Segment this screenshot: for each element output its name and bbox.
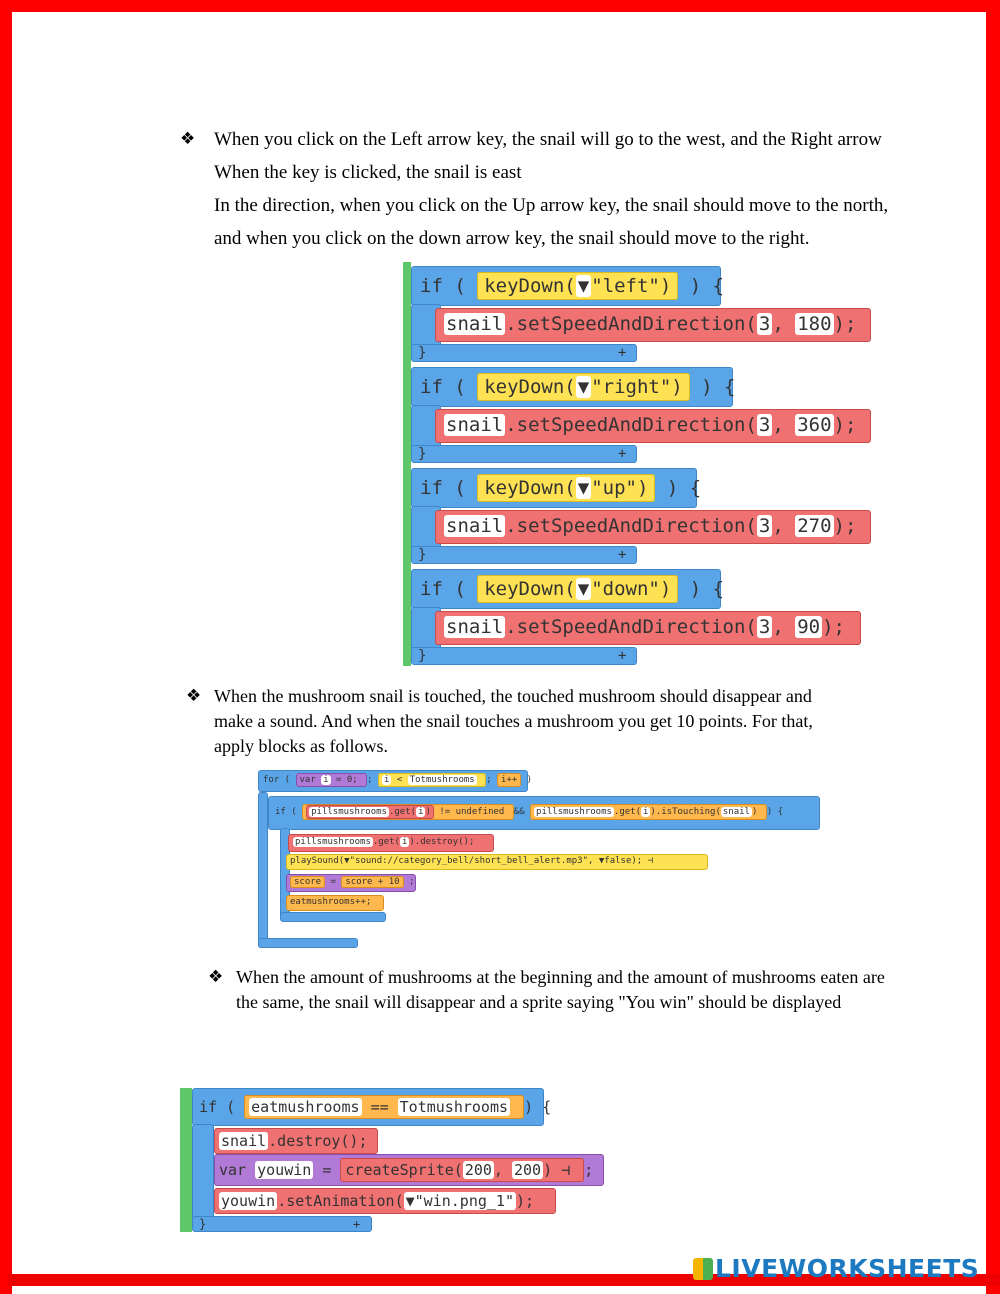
plus-icon: + bbox=[618, 547, 627, 563]
if-keydown-header: if ( keyDown( ▼ "down") ) { bbox=[411, 569, 721, 609]
code-block-mushroom bbox=[258, 770, 823, 948]
code-token: < bbox=[396, 775, 403, 785]
code-block-arrow-keys bbox=[403, 262, 878, 666]
for-loop-body bbox=[258, 792, 268, 948]
code-token: Totmushrooms bbox=[399, 1098, 509, 1116]
code-token: Totmushrooms bbox=[409, 775, 475, 785]
key-value: "right" bbox=[591, 376, 672, 398]
keydown-label: keyDown bbox=[484, 275, 565, 297]
code-token: i bbox=[384, 775, 390, 785]
code-token: == bbox=[370, 1098, 389, 1116]
direction-value: 90 bbox=[797, 616, 821, 638]
keydown-label: keyDown bbox=[484, 477, 565, 499]
code-token: youwin bbox=[221, 1192, 276, 1210]
for-loop-header bbox=[258, 770, 533, 792]
code-token: ) ⊣ bbox=[543, 1161, 571, 1179]
set-speed-statement: snail .setSpeedAndDirection( 3 , 270 ); bbox=[435, 510, 871, 544]
code-token: var bbox=[219, 1161, 247, 1179]
plus-icon: + bbox=[618, 648, 627, 664]
instruction-win bbox=[208, 965, 908, 1015]
code-token: ; bbox=[486, 775, 492, 785]
code-token: .get( bbox=[388, 807, 417, 817]
code-token: ) bbox=[526, 775, 533, 785]
code-token: i bbox=[643, 807, 649, 817]
code-token: if ( bbox=[275, 807, 297, 817]
sprite-name: snail bbox=[446, 616, 504, 638]
code-token: ; bbox=[408, 877, 415, 887]
code-token: 200 bbox=[464, 1161, 492, 1179]
code-token: ) { bbox=[524, 1098, 552, 1116]
method-name: .setSpeedAndDirection bbox=[505, 515, 746, 537]
logo-text: LIVEWORKSHEETS bbox=[715, 1254, 980, 1283]
code-token: ) bbox=[425, 807, 431, 817]
close-brace: } bbox=[418, 446, 427, 462]
if-keydown-header: if ( keyDown( ▼ "up") ) { bbox=[411, 468, 697, 508]
instruction-line: and when you click on the down arrow key, the snail should move to the right. bbox=[214, 228, 810, 249]
if-footer bbox=[411, 546, 637, 564]
eat-statement: eatmushrooms++; bbox=[286, 895, 384, 911]
code-token: youwin bbox=[257, 1161, 312, 1179]
sprite-name: snail bbox=[446, 515, 504, 537]
keydown-call: keyDown( ▼ "right") bbox=[477, 373, 690, 401]
if-footer bbox=[411, 647, 637, 665]
code-token: .destroy(); bbox=[268, 1132, 368, 1150]
instruction-line: In the direction, when you click on the Up arrow key, the snail should move to the north, bbox=[214, 195, 889, 216]
instruction-line: When the amount of mushrooms at the beginning and the amount of mushrooms eaten are bbox=[236, 967, 885, 987]
code-token: = 0; bbox=[336, 775, 358, 785]
if-footer bbox=[411, 344, 637, 362]
dropdown-icon: ▼ bbox=[577, 376, 590, 398]
code-token: ) bbox=[751, 807, 758, 817]
code-token: ).isTouching( bbox=[650, 807, 721, 817]
if-keyword: if bbox=[420, 275, 443, 297]
code-token: pillsmushrooms bbox=[536, 807, 612, 817]
code-token: .setAnimation( bbox=[277, 1192, 404, 1210]
bullet-icon: ❖ bbox=[208, 967, 224, 987]
close-brace: } bbox=[418, 648, 427, 664]
code-token: var bbox=[299, 775, 316, 785]
method-name: .setSpeedAndDirection bbox=[505, 414, 746, 436]
instruction-line: the same, the snail will disappear and a sprite saying "You win" should be displayed bbox=[236, 992, 842, 1012]
code-spine bbox=[403, 262, 411, 666]
code-spine bbox=[180, 1088, 192, 1232]
code-token: i bbox=[401, 837, 408, 847]
code-token: i bbox=[323, 775, 329, 785]
code-token: , bbox=[493, 1161, 503, 1179]
key-value: "left" bbox=[591, 275, 660, 297]
key-value: "up" bbox=[591, 477, 637, 499]
direction-value: 180 bbox=[797, 313, 832, 335]
bullet-icon: ❖ bbox=[180, 129, 196, 149]
score-statement bbox=[286, 874, 416, 892]
speed-value: 3 bbox=[758, 313, 771, 335]
speed-value: 3 bbox=[758, 414, 771, 436]
sprite-name: snail bbox=[446, 313, 504, 335]
keydown-label: keyDown bbox=[484, 376, 565, 398]
direction-value: 270 bbox=[797, 515, 832, 537]
keydown-call: keyDown( ▼ "left") bbox=[477, 272, 678, 300]
play-sound-statement: playSound(▼"sound://category_bell/short_bell_alert.mp3", ▼false); ⊣ bbox=[286, 854, 708, 870]
code-token: .get( bbox=[372, 837, 400, 847]
instruction-line: When the mushroom snail is touched, the touched mushroom should disappear and bbox=[214, 686, 812, 706]
if-win-footer bbox=[192, 1216, 372, 1232]
code-token: ); bbox=[516, 1192, 535, 1210]
code-token: score bbox=[290, 876, 325, 888]
code-token: eatmushrooms bbox=[251, 1098, 360, 1116]
direction-value: 360 bbox=[797, 414, 832, 436]
if-touching-header bbox=[268, 796, 820, 830]
plus-icon: + bbox=[618, 446, 627, 462]
if-win-header bbox=[192, 1088, 552, 1126]
liveworksheets-logo bbox=[693, 1254, 979, 1283]
if-keydown-header: if ( keyDown( ▼ "left") ) { bbox=[411, 266, 721, 306]
code-token: for ( bbox=[263, 775, 291, 785]
instruction-mushroom bbox=[186, 684, 846, 759]
instruction-line: apply blocks as follows. bbox=[214, 736, 388, 756]
method-name: .setSpeedAndDirection bbox=[505, 313, 746, 335]
set-speed-statement: snail .setSpeedAndDirection( 3 , 180 ); bbox=[435, 308, 871, 342]
code-token: if ( bbox=[199, 1098, 236, 1116]
code-token: ; bbox=[584, 1161, 594, 1179]
destroy-statement bbox=[288, 834, 494, 852]
code-token: = bbox=[322, 1161, 332, 1179]
if-footer bbox=[280, 912, 386, 922]
code-token: + 10 bbox=[377, 877, 400, 887]
code-block-win bbox=[180, 1088, 605, 1232]
keydown-call: keyDown( ▼ "down") bbox=[477, 575, 678, 603]
dropdown-icon: ▼ bbox=[577, 275, 590, 297]
code-token: pillsmushrooms bbox=[295, 837, 371, 847]
set-animation bbox=[214, 1188, 556, 1214]
if-keyword: if bbox=[420, 578, 443, 600]
keydown-label: keyDown bbox=[484, 578, 565, 600]
code-token: i++ bbox=[497, 773, 521, 787]
plus-icon: + bbox=[353, 1217, 361, 1231]
logo-icon bbox=[693, 1258, 713, 1280]
close-brace: } bbox=[418, 345, 427, 361]
code-token: != undefined bbox=[439, 807, 505, 817]
instruction-line: When the key is clicked, the snail is east bbox=[214, 162, 522, 183]
code-token: ; bbox=[367, 775, 373, 785]
speed-value: 3 bbox=[758, 616, 771, 638]
set-speed-statement: snail .setSpeedAndDirection( 3 , 360 ); bbox=[435, 409, 871, 443]
code-token: .get( bbox=[613, 807, 641, 817]
bullet-icon: ❖ bbox=[186, 686, 202, 706]
code-token: ).destroy(); bbox=[409, 837, 475, 847]
if-keyword: if bbox=[420, 376, 443, 398]
dropdown-icon: ▼ bbox=[577, 477, 590, 499]
instruction-line: make a sound. And when the snail touches a mushroom you get 10 points. For that, bbox=[214, 711, 813, 731]
if-footer bbox=[411, 445, 637, 463]
sprite-name: snail bbox=[446, 414, 504, 436]
code-token: 200 bbox=[513, 1161, 542, 1179]
method-name: .setSpeedAndDirection bbox=[505, 616, 746, 638]
if-keydown-header: if ( keyDown( ▼ "right") ) { bbox=[411, 367, 733, 407]
if-win-body bbox=[192, 1124, 214, 1224]
code-token: ▼"win.png_1" bbox=[405, 1192, 514, 1210]
code-token: ) { bbox=[766, 807, 784, 817]
if-keyword: if bbox=[420, 477, 443, 499]
code-token: = bbox=[330, 877, 336, 887]
code-token: } bbox=[199, 1217, 207, 1231]
code-token: snail bbox=[221, 1132, 267, 1150]
plus-icon: + bbox=[618, 345, 627, 361]
code-token: && bbox=[513, 807, 525, 817]
code-token: createSprite( bbox=[345, 1161, 463, 1179]
dropdown-icon: ▼ bbox=[577, 578, 590, 600]
snail-destroy bbox=[214, 1128, 378, 1154]
keydown-call: keyDown( ▼ "up") bbox=[477, 474, 655, 502]
code-token: i bbox=[418, 807, 424, 817]
instruction-line: When you click on the Left arrow key, the snail will go to the west, and the Right arrow bbox=[214, 129, 882, 150]
for-footer bbox=[258, 938, 358, 948]
code-token: snail bbox=[722, 807, 750, 817]
code-token: pillsmushrooms bbox=[311, 807, 387, 817]
set-speed-statement: snail .setSpeedAndDirection( 3 , 90 ); bbox=[435, 611, 861, 645]
code-token: score bbox=[345, 877, 373, 887]
key-value: "down" bbox=[591, 578, 660, 600]
var-youwin bbox=[214, 1154, 604, 1186]
speed-value: 3 bbox=[758, 515, 771, 537]
instruction-arrow-keys bbox=[180, 123, 910, 255]
close-brace: } bbox=[418, 547, 427, 563]
